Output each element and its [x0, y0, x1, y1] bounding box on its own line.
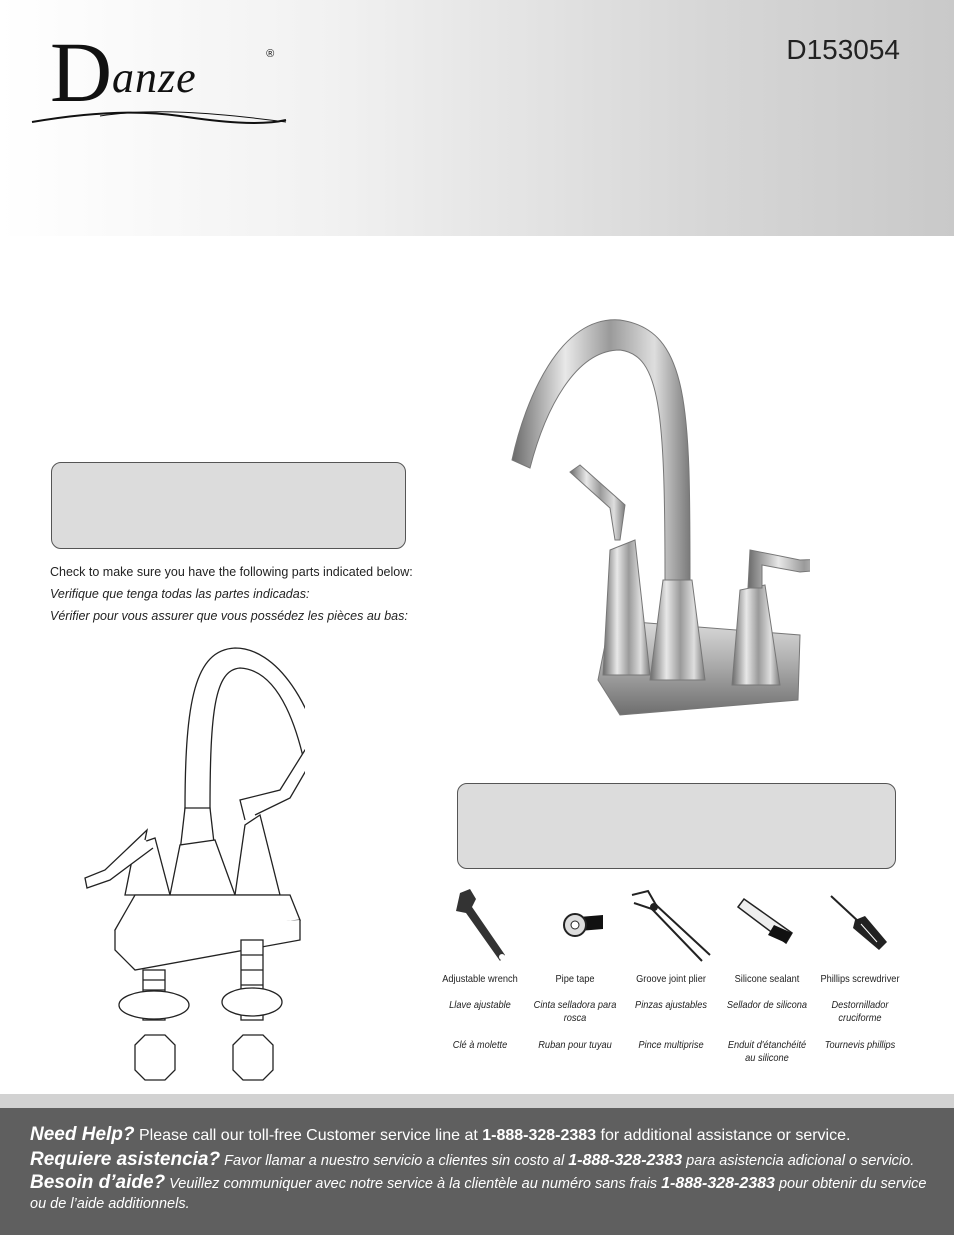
faucet-parts-drawing [75, 640, 305, 1090]
parts-check-fr: Vérifier pour vous assurer que vous possédez les pièces au bas: [50, 609, 408, 623]
tool-name-en: Phillips screwdriver [820, 973, 900, 985]
parts-check-es: Verifique que tenga todas las partes indicadas: [50, 587, 310, 601]
sealant-icon [732, 895, 802, 955]
tool-name-en: Adjustable wrench [442, 973, 518, 985]
tool-name-fr: Pince multiprise [638, 1039, 704, 1051]
tool-name-es: Destornillador cruciforme [831, 999, 889, 1024]
tool-name-fr: Ruban pour tuyau [538, 1039, 612, 1051]
model-number: D153054 [786, 34, 900, 65]
tool-name-en: Groove joint plier [636, 973, 706, 985]
tool-item [812, 885, 908, 1052]
tool-name-fr: Clé à molette [452, 1039, 508, 1051]
phone-number-es[interactable]: 1-888-328-2383 [568, 1152, 683, 1169]
pipe-tape-icon [545, 895, 605, 955]
faucet-photo [500, 290, 810, 720]
callout-box-parts [51, 462, 406, 549]
tool-name-fr: Enduit d'étanchéité au silicone [727, 1039, 807, 1064]
tool-name-es: Pinzas ajustables [635, 999, 707, 1011]
callout-box-tools [457, 783, 896, 869]
help-line-en: Need Help? Please call our toll-free Customer service line at 1-888-328-2383 for additional assistance or service. [30, 1124, 851, 1145]
parts-check-instructions [50, 561, 413, 627]
danze-logo [30, 24, 290, 130]
wrench-icon [450, 885, 510, 965]
tool-item [623, 885, 719, 1052]
tool-item [527, 885, 623, 1052]
tool-item [432, 885, 528, 1052]
tool-name-es: Sellador de silicona [726, 999, 808, 1011]
logo-swoosh-icon [30, 90, 290, 130]
tool-name-fr: Tournevis phillips [824, 1039, 896, 1051]
help-footer [0, 1108, 954, 1235]
phone-number-fr[interactable]: 1-888-328-2383 [661, 1175, 775, 1192]
phone-number-en[interactable]: 1-888-328-2383 [482, 1127, 597, 1144]
logo-initial: D [50, 24, 113, 120]
tool-name-es: Llave ajustable [449, 999, 511, 1011]
registered-mark: ® [266, 48, 275, 60]
tools-list [430, 885, 910, 1085]
plier-icon [626, 885, 716, 965]
parts-check-en: Check to make sure you have the following parts indicated below: [50, 565, 413, 579]
help-line-fr: Besoin d’aide? Veuillez communiquer avec notre service à la clientèle au numéro sans frais 1-888-328-2383 pour obtenir du service ou de l’aide additionnels. [30, 1172, 927, 1212]
header-band [0, 0, 954, 236]
screwdriver-icon [825, 890, 895, 960]
tool-name-es: Cinta selladora para rosca [533, 999, 617, 1024]
footer-stripe [0, 1094, 954, 1108]
logo-wordmark: anze [112, 53, 197, 102]
help-line-es: Requiere asistencia? Favor llamar a nuestro servicio a clientes sin costo al 1-888-328-2383 para asistencia adicional o servicio. [30, 1149, 915, 1170]
tool-item [719, 885, 815, 1065]
tool-name-en: Pipe tape [555, 973, 595, 985]
tool-name-en: Silicone sealant [734, 973, 800, 985]
